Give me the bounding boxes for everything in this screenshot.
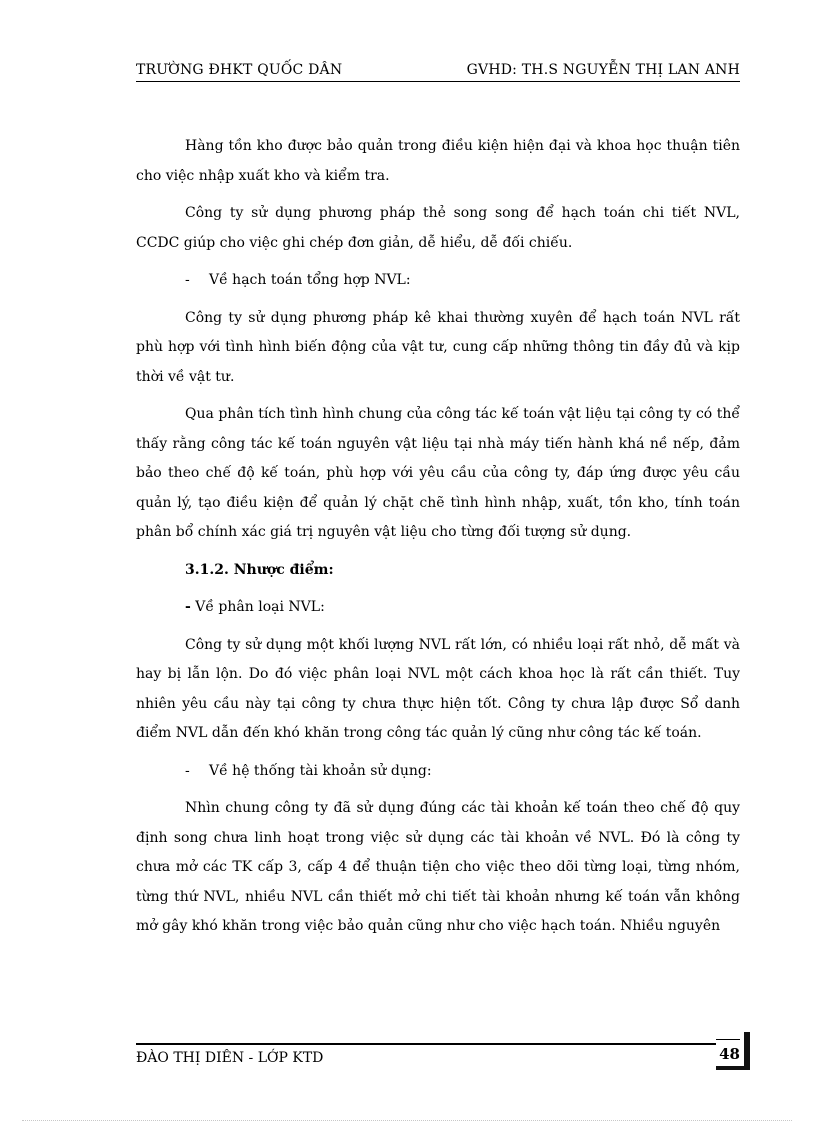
page-edge	[22, 1120, 792, 1121]
section-heading-weaknesses: 3.1.2. Nhược điểm:	[185, 561, 334, 578]
list-dash: -	[185, 272, 190, 288]
paragraph-analysis-summary: Qua phân tích tình hình chung của công tác kế toán vật liệu tại công ty có thể thấy rằng công tác kế toán nguyên vật liệu tại nhà máy tiến hành khá nề nếp, đảm bảo theo chế độ kế toán, phù hợp với yêu cầu của công ty, đáp ứng được yêu cầu quản lý, tạo điều kiện để quản lý chặt chẽ tình hình nhập, xuất, tồn kho, tính toán phân bổ chính xác giá trị nguyên vật liệu cho từng đối tượng sử dụng.	[136, 406, 740, 540]
paragraph-parallel-card-method: Công ty sử dụng phương pháp thẻ song song để hạch toán chi tiết NVL, CCDC giúp cho việc ghi chép đơn giản, dễ hiểu, dễ đối chiếu.	[136, 205, 740, 251]
list-item-label: Về hệ thống tài khoản sử dụng:	[209, 762, 432, 779]
header-divider	[136, 81, 740, 82]
paragraph-account-usage: Nhìn chung công ty đã sử dụng đúng các tài khoản kế toán theo chế độ quy định song chưa linh hoạt trong việc sử dụng các tài khoản về NVL. Đó là công ty chưa mở các TK cấp 3, cấp 4 để thuận tiện cho việc theo dõi từng loại, từng nhóm, từng thứ NVL, nhiều NVL cần thiết mở chi tiết tài khoản nhưng kế toán vẫn không mở gây khó khăn trong việc bảo quản cũng như cho việc hạch toán. Nhiều nguyên	[136, 800, 740, 934]
page-number-shadow	[744, 1032, 750, 1068]
page-number: 48	[719, 1045, 740, 1063]
page-body	[136, 132, 740, 942]
header-supervisor: GVHD: TH.S NGUYỄN THỊ LAN ANH	[466, 62, 740, 78]
footer-divider	[136, 1043, 716, 1045]
page-number-shadow-bottom	[716, 1066, 750, 1070]
list-dash: -	[185, 762, 190, 779]
footer-divider-short	[716, 1039, 740, 1040]
footer-author: ĐÀO THỊ DIÊN - LỚP KTD	[136, 1050, 324, 1066]
list-item-label: Về hạch toán tổng hợp NVL:	[209, 272, 411, 288]
header-school: TRƯỜNG ĐHKT QUỐC DÂN	[136, 62, 343, 78]
list-item-classification	[136, 593, 740, 623]
list-item-account-system	[136, 757, 740, 787]
list-dash: -	[185, 599, 191, 615]
list-item-general-accounting	[136, 266, 740, 296]
paragraph-perpetual-method: Công ty sử dụng phương pháp kê khai thường xuyên để hạch toán NVL rất phù hợp với tình hình biến động của vật tư, cung cấp những thông tin đầy đủ và kịp thời về vật tư.	[136, 309, 740, 385]
list-item-label: Về phân loại NVL:	[190, 599, 325, 615]
paragraph-storage: Hàng tồn kho được bảo quản trong điều kiện hiện đại và khoa học thuận tiên cho việc nhập xuất kho và kiểm tra.	[136, 138, 740, 184]
paragraph-classification-issue: Công ty sử dụng một khối lượng NVL rất lớn, có nhiều loại rất nhỏ, dễ mất và hay bị lẫn lộn. Do đó việc phân loại NVL một cách khoa học là rất cần thiết. Tuy nhiên yêu cầu này tại công ty chưa thực hiện tốt. Công ty chưa lập được Sổ danh điểm NVL dẫn đến khó khăn trong công tác quản lý cũng như công tác kế toán.	[136, 636, 740, 741]
